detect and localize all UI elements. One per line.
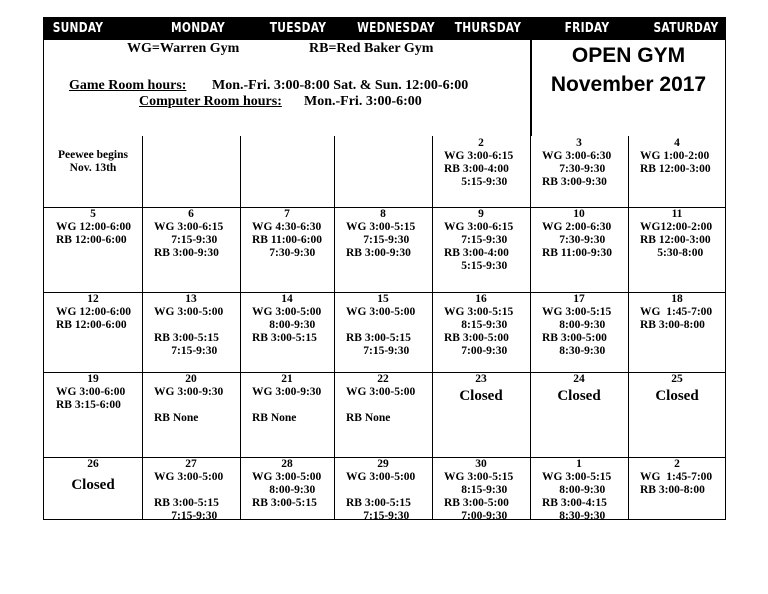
day-cell — [630, 208, 724, 260]
schedule-line: WG 3:00-5:00 — [252, 471, 322, 483]
day-number: 6 — [188, 208, 194, 220]
schedule-line: WG 3:00-6:00 — [56, 386, 126, 398]
day-header-monday: MONDAY — [171, 21, 225, 36]
day-number: 5 — [90, 208, 96, 220]
schedule-line: RB 3:00-5:15 — [252, 497, 317, 509]
schedule-line: 7:15-9:30 — [346, 345, 410, 357]
schedule-line: RB 3:00-4:00 — [444, 247, 509, 259]
schedule-line — [154, 319, 238, 332]
schedule-line: RB 3:00-5:00 — [542, 332, 607, 344]
day-cell — [532, 373, 626, 403]
day-number: 17 — [573, 293, 585, 305]
schedule-line: WG 12:00-6:00 — [56, 221, 132, 233]
schedule-line: 8:00-9:30 — [542, 484, 606, 496]
schedule-line — [154, 484, 238, 497]
schedule-line: RB 12:00-3:00 — [640, 163, 711, 175]
schedule-line: 8:30-9:30 — [542, 510, 606, 522]
schedule-line: RB 3:00-8:00 — [640, 319, 705, 331]
column-divider — [628, 136, 629, 520]
schedule-line: 8:00-9:30 — [252, 484, 316, 496]
divider — [44, 39, 725, 40]
day-number: 1 — [576, 458, 582, 470]
day-cell — [336, 208, 430, 260]
schedule-line: WG 3:00-6:15 — [154, 221, 224, 233]
legend-rb: RB=Red Baker Gym — [309, 41, 434, 56]
day-cell — [532, 208, 626, 260]
title-box — [531, 40, 726, 136]
schedule-line: WG 3:00-5:00 — [346, 471, 416, 483]
schedule-line: WG 3:00-5:00 — [346, 386, 416, 398]
schedule-line: RB 3:00-9:30 — [154, 247, 219, 259]
schedule-line: RB None — [346, 412, 391, 424]
schedule-line: 5:30-8:00 — [640, 247, 704, 259]
day-number: 26 — [87, 458, 99, 470]
column-divider — [142, 136, 143, 520]
schedule-line: RB 3:00-9:30 — [542, 176, 607, 188]
schedule-line: 7:15-9:30 — [444, 234, 508, 246]
schedule-line: RB 3:00-8:00 — [640, 484, 705, 496]
schedule-line: 7:15-9:30 — [154, 345, 218, 357]
schedule-line: 7:15-9:30 — [154, 234, 218, 246]
day-cell — [144, 458, 238, 523]
computer-room-hours: Mon.-Fri. 3:00-6:00 — [304, 94, 422, 109]
schedule-line — [346, 319, 430, 332]
day-header-wednesday: WEDNESDAY — [357, 21, 435, 36]
schedule-line: RB 11:00-9:30 — [542, 247, 612, 259]
day-cell — [630, 137, 724, 176]
day-number: 21 — [281, 373, 293, 385]
column-divider — [432, 136, 433, 520]
day-cell — [532, 137, 626, 189]
schedule-line: RB 3:00-5:15 — [154, 332, 219, 344]
day-cell — [532, 458, 626, 523]
schedule-line: 7:30-9:30 — [542, 163, 606, 175]
schedule-line: 8:30-9:30 — [542, 345, 606, 357]
day-cell — [46, 373, 140, 412]
schedule-line: 7:15-9:30 — [346, 234, 410, 246]
schedule-line: WG 3:00-5:00 — [154, 306, 224, 318]
schedule-line: 8:00-9:30 — [542, 319, 606, 331]
day-number: 20 — [185, 373, 197, 385]
schedule-line — [252, 399, 332, 412]
schedule-line — [154, 399, 238, 412]
legend-box — [44, 40, 532, 136]
day-cell — [434, 458, 528, 523]
schedule-line: RB 3:15-6:00 — [56, 399, 121, 411]
schedule-line: WG 3:00-5:15 — [542, 471, 612, 483]
schedule-line: RB 3:00-5:15 — [154, 497, 219, 509]
closed-label: Closed — [71, 477, 115, 493]
schedule-line: RB 11:00-6:00 — [252, 234, 322, 246]
column-divider — [334, 136, 335, 520]
day-cell — [242, 373, 332, 425]
game-room-hours: Mon.-Fri. 3:00-8:00 Sat. & Sun. 12:00-6:00 — [212, 78, 469, 93]
day-number: 25 — [671, 373, 683, 385]
schedule-line: WG 3:00-5:00 — [252, 306, 322, 318]
column-divider — [530, 40, 531, 520]
schedule-line: WG 3:00-5:15 — [444, 471, 514, 483]
day-header-friday: FRIDAY — [564, 21, 610, 36]
schedule-line: WG 12:00-6:00 — [56, 306, 132, 318]
schedule-line: 7:30-9:30 — [252, 247, 316, 259]
closed-label: Closed — [557, 388, 601, 404]
schedule-line: RB 3:00-4:00 — [444, 163, 509, 175]
column-divider — [240, 136, 241, 520]
schedule-line: WG 1:45-7:00 — [640, 306, 713, 318]
computer-room-label: Computer Room hours: — [139, 94, 282, 109]
day-cell — [336, 373, 430, 425]
day-cell — [434, 137, 528, 189]
schedule-line: WG 3:00-5:00 — [154, 471, 224, 483]
day-number: 27 — [185, 458, 197, 470]
day-cell — [242, 293, 332, 345]
schedule-line: 7:15-9:30 — [346, 510, 410, 522]
day-number: 13 — [185, 293, 197, 305]
schedule-line: WG 3:00-6:15 — [444, 150, 514, 162]
day-number: 16 — [475, 293, 487, 305]
schedule-line: 5:15-9:30 — [444, 176, 508, 188]
title-month: November 2017 — [550, 73, 707, 96]
day-cell — [46, 208, 140, 247]
schedule-line: WG 4:30-6:30 — [252, 221, 322, 233]
day-cell — [434, 293, 528, 358]
schedule-line: WG 3:00-5:15 — [346, 221, 416, 233]
schedule-line: RB 3:00-4:15 — [542, 497, 607, 509]
day-number: 23 — [475, 373, 487, 385]
day-cell — [434, 373, 528, 403]
schedule-line: 7:15-9:30 — [154, 510, 218, 522]
legend-wg: WG=Warren Gym — [127, 41, 240, 56]
day-cell — [242, 208, 332, 260]
schedule-line: RB 3:00-5:15 — [252, 332, 317, 344]
day-cell — [242, 458, 332, 510]
closed-label: Closed — [459, 388, 503, 404]
day-cell — [434, 208, 528, 273]
day-cell — [144, 293, 238, 358]
day-number: 10 — [573, 208, 585, 220]
day-cell — [46, 137, 140, 175]
schedule-line: WG 3:00-6:15 — [444, 221, 514, 233]
schedule-line: 7:00-9:30 — [444, 345, 508, 357]
closed-label: Closed — [655, 388, 699, 404]
day-cell — [630, 458, 724, 497]
day-number: 11 — [671, 208, 683, 220]
day-number: 29 — [377, 458, 389, 470]
schedule-line: RB 12:00-6:00 — [56, 319, 127, 331]
day-number: 24 — [573, 373, 585, 385]
day-number: 7 — [284, 208, 290, 220]
schedule-line: WG 3:00-6:30 — [542, 150, 612, 162]
day-number: 28 — [281, 458, 293, 470]
schedule-line: RB 12:00-6:00 — [56, 234, 127, 246]
title-open-gym: OPEN GYM — [571, 44, 686, 67]
schedule-line: 8:15-9:30 — [444, 319, 508, 331]
day-cell — [532, 293, 626, 358]
schedule-line: WG12:00-2:00 — [640, 221, 713, 233]
day-cell — [46, 458, 140, 492]
calendar-grid — [44, 136, 725, 520]
schedule-line — [346, 399, 430, 412]
schedule-line — [346, 484, 430, 497]
day-cell — [144, 373, 238, 425]
day-header-tuesday: TUESDAY — [269, 21, 327, 36]
schedule-line: WG 3:00-9:30 — [252, 386, 322, 398]
note-line: Peewee begins — [58, 149, 128, 161]
schedule-line: 8:15-9:30 — [444, 484, 508, 496]
schedule-line: WG 3:00-9:30 — [154, 386, 224, 398]
day-number: 19 — [87, 373, 99, 385]
day-number: 4 — [674, 137, 680, 149]
schedule-line: 7:30-9:30 — [542, 234, 606, 246]
schedule-line: RB 3:00-5:00 — [444, 497, 509, 509]
day-cell — [46, 293, 140, 332]
day-number: 2 — [478, 137, 484, 149]
schedule-line: 5:15-9:30 — [444, 260, 508, 272]
schedule-line: 7:00-9:30 — [444, 510, 508, 522]
day-number: 2 — [674, 458, 680, 470]
day-header-thursday: THURSDAY — [454, 21, 522, 36]
day-cell — [144, 208, 238, 260]
day-number: 15 — [377, 293, 389, 305]
schedule-line: WG 1:45-7:00 — [640, 471, 713, 483]
day-number: 3 — [576, 137, 582, 149]
day-number: 22 — [377, 373, 389, 385]
schedule-line: RB 3:00-5:15 — [346, 497, 411, 509]
day-header-sunday: SUNDAY — [52, 21, 104, 36]
day-number: 12 — [87, 293, 99, 305]
schedule-line: RB 3:00-5:15 — [346, 332, 411, 344]
schedule-line: RB None — [252, 412, 297, 424]
game-room-label: Game Room hours: — [69, 78, 187, 93]
note-line: Nov. 13th — [69, 162, 117, 174]
schedule-line: RB None — [154, 412, 199, 424]
day-header-saturday: SATURDAY — [653, 21, 719, 36]
schedule-line: WG 3:00-5:15 — [542, 306, 612, 318]
schedule-line: 8:00-9:30 — [252, 319, 316, 331]
schedule-line: WG 1:00-2:00 — [640, 150, 710, 162]
schedule-line: RB 3:00-5:00 — [444, 332, 509, 344]
day-number: 30 — [475, 458, 487, 470]
schedule-line: WG 3:00-5:00 — [346, 306, 416, 318]
day-number: 14 — [281, 293, 293, 305]
day-number: 9 — [478, 208, 484, 220]
schedule-line: RB 3:00-9:30 — [346, 247, 411, 259]
calendar — [43, 17, 726, 520]
day-cell — [630, 293, 724, 332]
schedule-line: RB 12:00-3:00 — [640, 234, 711, 246]
day-number: 18 — [671, 293, 683, 305]
schedule-line: WG 2:00-6:30 — [542, 221, 612, 233]
day-cell — [336, 458, 430, 523]
schedule-line: WG 3:00-5:15 — [444, 306, 514, 318]
day-cell — [336, 293, 430, 358]
day-cell — [630, 373, 724, 403]
day-number: 8 — [380, 208, 386, 220]
day-header-bar — [44, 18, 725, 40]
